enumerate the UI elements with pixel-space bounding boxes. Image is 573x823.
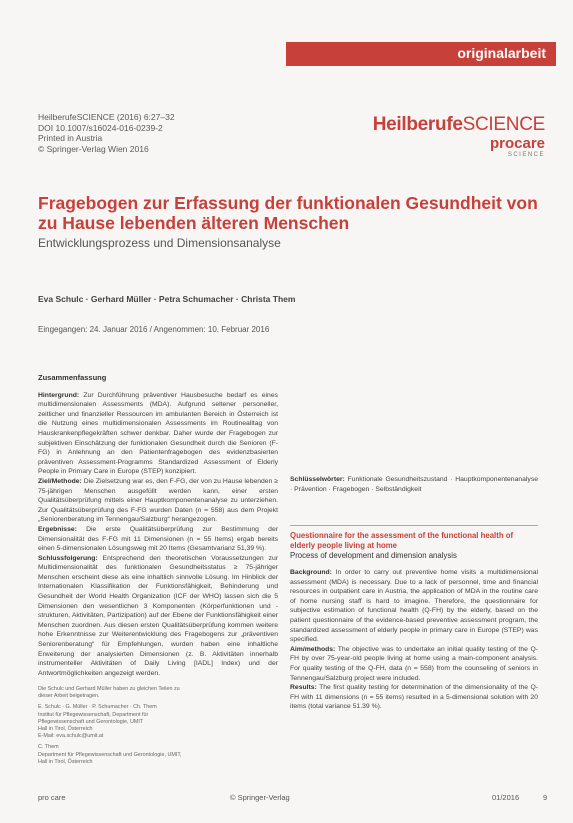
abstract-paragraph — [38, 477, 278, 525]
abstract-english — [290, 568, 538, 712]
affiliation-line: Department für Pflegewissenschaft und Gerontologie, UMIT, — [38, 751, 182, 758]
paragraph-text: Zur Durchführung präventiver Hausbesuche bedarf es eines multidimensionalen Assessments (MDA). Aufgrund seltener personeller, zeitlicher und finanzieller Ressourcen im ambulanten Bereich in Österreich ist die Nutzung eines multidimensionalen Assessments im Routinealltag von Hauskrankenpflegekräften schwer denkbar. Daher wurde der Fragebogen zur subjektiven Einschätzung der funktionalen Gesundheit durch die Senioren (F-FG) in Anlehnung an den Patientenfragebogen des evidenzbasierten präventiven Assessment-Programms Standardized Assessment of Elderly People in Primary Care in Europe (STEP) konzipiert. — [38, 391, 278, 476]
abstract-paragraph — [38, 554, 278, 679]
abstract-german — [38, 373, 278, 678]
journal-logo — [373, 114, 545, 158]
footer-issue: 01/2016 — [492, 793, 520, 802]
logo-brand: procare — [489, 135, 545, 152]
logo-brand-sub: SCIENCE — [507, 152, 545, 158]
english-abstract-header — [290, 531, 538, 561]
affiliation-line: Die Schulc und Gerhard Müller haben zu gleichen Teilen zu — [38, 686, 180, 692]
abstract-paragraph — [38, 525, 278, 554]
affiliation-line: E-Mail: eva.schulc@umit.at — [38, 733, 104, 740]
article-subtitle: Entwicklungsprozess und Dimensionsanalyse — [38, 236, 281, 250]
article-meta — [38, 112, 175, 154]
section-tag-bar — [286, 42, 556, 66]
abstract-heading: Zusammenfassung — [38, 373, 107, 382]
abstract-paragraph — [38, 391, 278, 477]
affiliation-line: Pflegewissenschaft und Gerontologie, UMIT — [38, 718, 144, 725]
logo-wordmark — [373, 114, 545, 136]
paragraph-text: The objective was to undertake an initial quality testing of the Q-FH by over 75-year-old people living at home using a main-component analysis. For quality testing of the Q-FH, data (n = 558) from the counseling of seniors in Tennengau/Salzburg project were included. — [290, 645, 539, 682]
copyright: © Springer-Verlag Wien 2016 — [38, 143, 149, 154]
paragraph-label: Hintergrund: — [38, 391, 80, 399]
paragraph-label: Aim/methods: — [290, 645, 336, 653]
affiliation-line: C. Them — [38, 744, 59, 751]
journal-citation: HeilberufeSCIENCE (2016) 6:27–32 — [38, 112, 175, 122]
section-divider — [290, 525, 538, 526]
abstract-paragraph — [290, 568, 538, 645]
doi: DOI 10.1007/s16024-016-0239-2 — [38, 122, 163, 133]
affiliation-line: E. Schulc · G. Müller · P. Schumacher · Ch. Them — [38, 704, 157, 711]
english-subtitle: Process of development and dimension analysis — [290, 551, 457, 560]
keywords-german — [290, 475, 538, 494]
logo-part2: SCIENCE — [462, 114, 545, 135]
logo-part1: Heilberufe — [372, 114, 463, 135]
paragraph-label: Results: — [290, 684, 317, 692]
footer-journal: pro care — [38, 793, 66, 802]
author-list: Eva Schulc · Gerhard Müller · Petra Schumacher · Christa Them — [38, 294, 296, 304]
affiliation-line: dieser Arbeit beigetragen. — [38, 693, 100, 700]
keywords-text: Funktionale Gesundheitszustand · Hauptkomponentenanalyse · Prävention · Fragebogen · Selbständigkeit — [290, 476, 539, 493]
english-title: Questionnaire for the assessment of the functional health of elderly people living at home — [290, 531, 514, 550]
article-title: Fragebogen zur Erfassung der funktionalen Gesundheit von zu Hause lebenden älteren Menschen — [38, 193, 538, 233]
paragraph-label: Schlussfolgerung: — [38, 554, 98, 562]
keywords-label: Schlüsselwörter: — [290, 476, 345, 483]
section-tag: originalarbeit — [457, 45, 546, 61]
affiliation-line: Institut für Pflegewissenschaft, Department für — [38, 711, 149, 718]
printed-in: Printed in Austria — [38, 133, 103, 143]
received-accepted-dates: Eingegangen: 24. Januar 2016 / Angenommen: 10. Februar 2016 — [38, 325, 270, 334]
affiliations — [38, 686, 278, 766]
paragraph-label: Ergebnisse: — [38, 525, 77, 533]
affiliation-line: Hall in Tirol, Österreich — [38, 726, 93, 733]
paragraph-text: The first quality testing for determination of the dimensionality of the Q-FH with 11 dimensions (n = 55 items) resulted in a 5-dimensional solution with 20 items (total variance 51.39 %). — [290, 684, 538, 711]
paragraph-text: In order to carry out preventive home visits a multidimensional assessment (MDA) is necessary. Due to a lack of personnel, time and financial resources in outpatient care in Austria, the application of MDA in the routine care of home nursing staff is hard to imagine. Therefore, the questionnaire for subjective estimation of functional health (Q-FH) by the elderly, based on the patient questionnaire of the evidence-based preventive assessment program, the standardized assessment of elderly people in primary care in Europe (STEP) was specified. — [290, 569, 539, 644]
paragraph-label: Background: — [290, 569, 332, 576]
footer-publisher: © Springer-Verlag — [230, 793, 290, 802]
paragraph-text: Die erste Qualitätsüberprüfung zur Bestimmung der Dimensionalität des F-FG mit 11 Dimensionen (n = 55 Items) ergab bereits einen 5-dimensionalen Lösungsweg mit 20 Items (Gesamtvarianz 51,39 %). — [38, 525, 278, 553]
paragraph-text: Die Zielsetzung war es, den F-FG, der von zu Hause lebenden ≥ 75-jährigen Menschen ausgefüllt werden kann, einer ersten Qualitätsüberprüfung mittels einer Hauptkomponentenanalyse zu unterziehen. Zur Qualitätsüberprüfung des F-FG wurden Daten (n = 558) aus dem Projekt „Seniorenberatung im Tennengau/Salzburg“ herangezogen. — [38, 477, 279, 524]
paragraph-text: Entsprechend den theoretischen Voraussetzungen zur Multidimensionalität des funktionalen Gesundheitsstatus ≥ 75-jähriger Menschen erscheint diese als eine inhaltlich sinnvolle Lösung. Im Hinblick der Internationalen Klassifikation der Funktionsfähigkeit, Behinderung und Gesundheit der World Health Organization (ICF der WHO) lassen sich die 5 Dimensionen den wesentlichen 3 Komponenten (Körperfunktionen und -strukturen, Aktivitäten, Partizipation) auf der Ebene der Funktionsfähigkeit einer Menschen zuordnen. Aus diesen ersten Qualitätsüberprüfung kommen weitere hohe Erkenntnisse zur Weiterentwicklung des Fragebogens zur „präventiven Seniorenberatung“ für Empfehlungen, wurden haben eine inhaltliche Erweiterung der analysierten Dimensionen (z. B. Aktivitäten innerhalb instrumenteller Aktivitäten of Daily Living [IADL] Index) und der Antwortmöglichkeiten angezeigt werden. — [38, 554, 278, 677]
abstract-paragraph — [290, 645, 538, 683]
paragraph-label: Ziel/Methode: — [38, 477, 82, 485]
affiliation-line: Hall in Tirol, Österreich — [38, 758, 93, 765]
page-number: 9 — [543, 793, 548, 802]
abstract-paragraph — [290, 683, 538, 712]
